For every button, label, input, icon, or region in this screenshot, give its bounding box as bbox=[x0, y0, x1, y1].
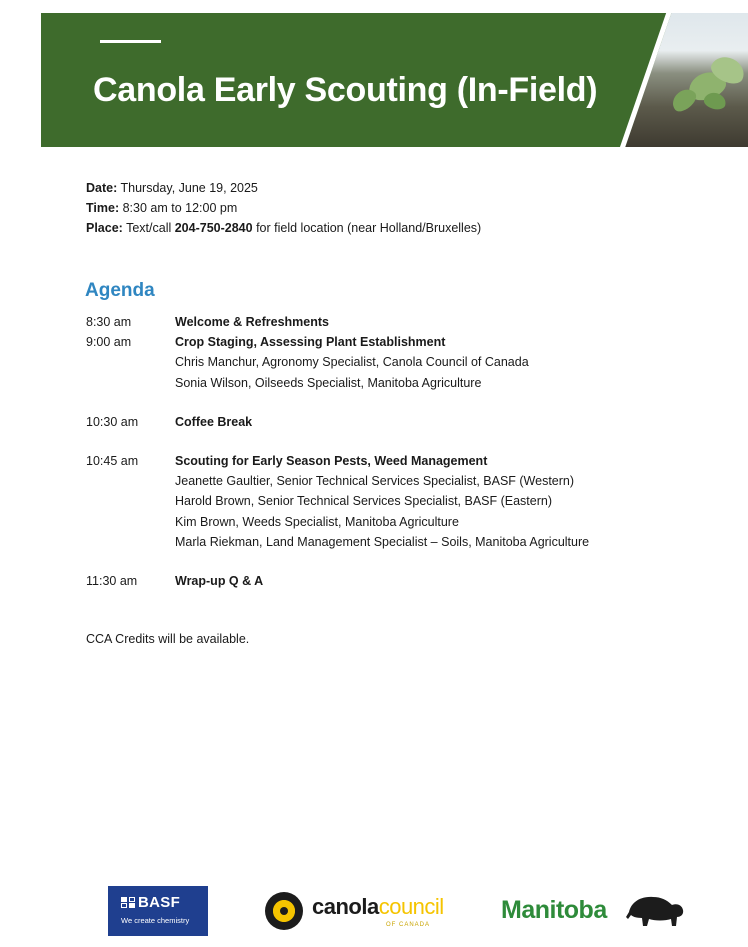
canola-seedling-photo-icon bbox=[616, 13, 748, 147]
bison-icon bbox=[625, 890, 687, 930]
title-banner bbox=[41, 13, 748, 147]
agenda-time: 9:00 am bbox=[86, 335, 132, 350]
canola-flower-icon bbox=[265, 892, 303, 930]
date-value: Thursday, June 19, 2025 bbox=[120, 181, 258, 195]
agenda-item bbox=[86, 571, 686, 591]
time-line bbox=[86, 198, 481, 218]
agenda-title: Welcome & Refreshments bbox=[175, 315, 329, 329]
basf-name: BASF bbox=[138, 894, 181, 911]
place-prefix: Text/call bbox=[126, 221, 172, 235]
place-line bbox=[86, 218, 481, 238]
manitoba-name: Manitoba bbox=[501, 896, 607, 924]
council-word: council bbox=[378, 894, 444, 919]
agenda-title: Wrap-up Q & A bbox=[175, 574, 264, 589]
manitoba-logo bbox=[501, 888, 691, 936]
agenda-list bbox=[86, 312, 686, 591]
agenda-item bbox=[86, 312, 686, 332]
agenda-speaker: Kim Brown, Weeds Specialist, Manitoba Agriculture bbox=[175, 514, 459, 529]
agenda-time: 10:30 am bbox=[86, 414, 139, 429]
cca-credits-note: CCA Credits will be available. bbox=[86, 632, 250, 646]
canola-word: canola bbox=[312, 894, 379, 919]
agenda-time: 8:30 am bbox=[86, 315, 132, 329]
canola-sub: OF CANADA bbox=[386, 922, 431, 928]
agenda-speaker: Jeanette Gaultier, Senior Technical Services Specialist, BASF (Western) bbox=[175, 474, 575, 489]
agenda-time: 11:30 am bbox=[86, 574, 138, 589]
date-label: Date: bbox=[86, 181, 118, 195]
agenda-title: Scouting for Early Season Pests, Weed Management bbox=[175, 454, 488, 469]
agenda-item bbox=[86, 451, 686, 552]
agenda-item bbox=[86, 412, 686, 432]
agenda-speaker: Marla Riekman, Land Management Specialist – Soils, Manitoba Agriculture bbox=[175, 534, 590, 549]
basf-squares-icon bbox=[121, 897, 135, 908]
time-value: 8:30 am to 12:00 pm bbox=[122, 201, 238, 215]
agenda-title: Crop Staging, Assessing Plant Establishment bbox=[175, 335, 446, 350]
agenda-heading: Agenda bbox=[85, 280, 155, 301]
banner-rule bbox=[100, 40, 161, 43]
date-line bbox=[86, 178, 481, 198]
basf-logo bbox=[108, 886, 208, 936]
agenda-speaker: Sonia Wilson, Oilseeds Specialist, Manitoba Agriculture bbox=[175, 375, 482, 390]
canola-council-logo bbox=[265, 888, 465, 936]
basf-tagline: We create chemistry bbox=[121, 916, 190, 925]
agenda-item bbox=[86, 332, 686, 393]
page-title: Canola Early Scouting (In-Field) bbox=[93, 71, 598, 109]
agenda-speaker: Harold Brown, Senior Technical Services Specialist, BASF (Eastern) bbox=[175, 494, 553, 509]
agenda-title: Coffee Break bbox=[175, 414, 253, 429]
agenda-time: 10:45 am bbox=[86, 454, 139, 469]
place-suffix: for field location (near Holland/Bruxelles) bbox=[256, 221, 482, 235]
place-label: Place: bbox=[86, 221, 123, 235]
agenda-speaker: Chris Manchur, Agronomy Specialist, Canola Council of Canada bbox=[175, 355, 529, 370]
time-label: Time: bbox=[86, 201, 120, 215]
place-phone: 204-750-2840 bbox=[174, 221, 253, 235]
event-details bbox=[86, 178, 481, 238]
